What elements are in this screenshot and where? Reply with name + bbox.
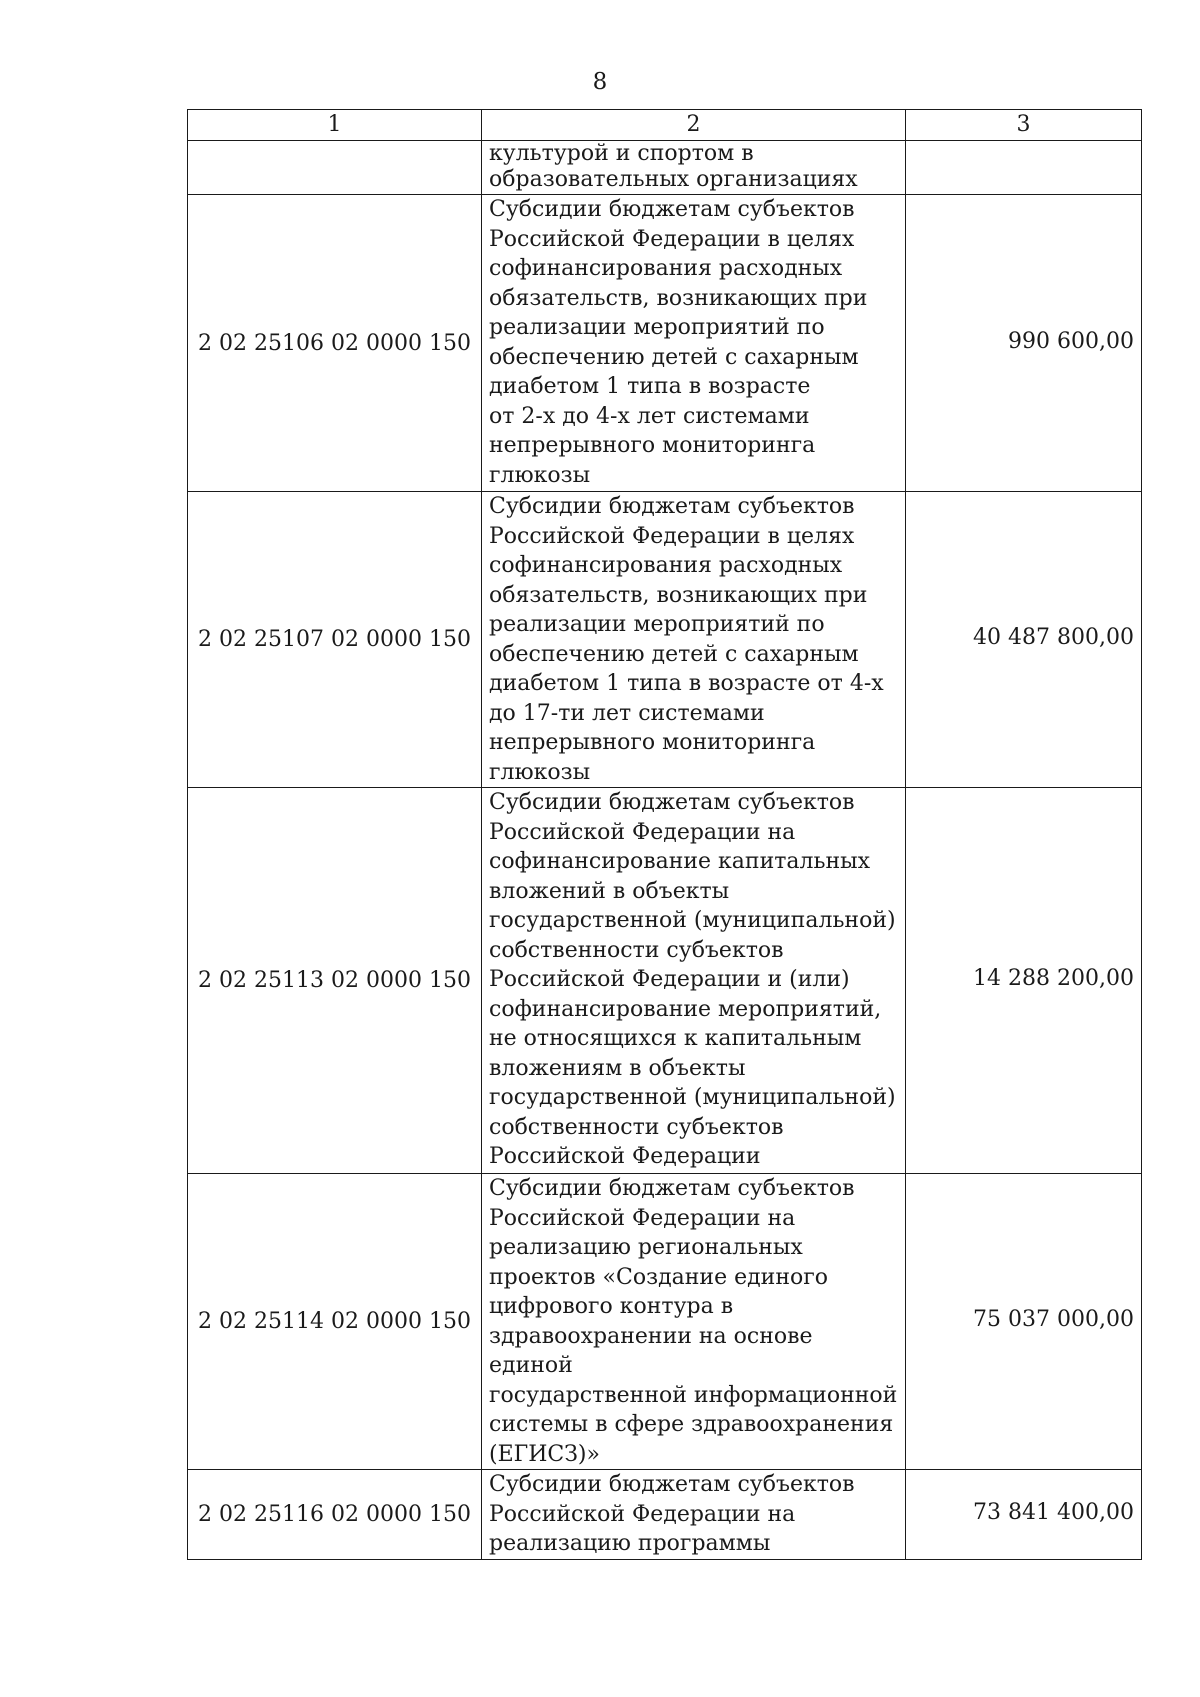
budget-code: 2 02 25116 02 0000 150 [188,1470,482,1560]
amount [906,141,1142,195]
revenue-name: Субсидии бюджетам субъектов Российской Федерации в целях софинансирования расходных обязательств, возникающих при реализации мероприятий по обеспечению детей с сахарным диабетом 1 типа в возрасте от 2-х до 4-х лет системами непрерывного мониторинга глюкозы [482,195,906,492]
column-header-1: 1 [188,110,482,141]
budget-code: 2 02 25106 02 0000 150 [188,195,482,492]
amount [906,1174,1142,1470]
revenue-name: культурой и спортом в образовательных организациях [482,141,906,195]
budget-code: 2 02 25113 02 0000 150 [188,788,482,1174]
table-row [188,195,1142,492]
budget-code: 2 02 25114 02 0000 150 [188,1174,482,1470]
budget-code: 2 02 25107 02 0000 150 [188,492,482,788]
revenue-name: Субсидии бюджетам субъектов Российской Федерации на софинансирование капитальных вложений в объекты государственной (муниципальной) собственности субъектов Российской Федерации и (или) софинансирование мероприятий, не относящихся к капитальным вложениям в объекты государственной (муниципальной) собственности субъектов Российской Федерации [482,788,906,1174]
amount [906,195,1142,492]
amount-value: 73 841 400,00 [973,1499,1134,1525]
table-header-row [188,110,1142,141]
budget-code [188,141,482,195]
amount [906,492,1142,788]
amount-value: 14 288 200,00 [973,966,1134,991]
table-row [188,1470,1142,1560]
amount-value: 40 487 800,00 [973,625,1134,650]
revenue-name: Субсидии бюджетам субъектов Российской Федерации в целях софинансирования расходных обязательств, возникающих при реализации мероприятий по обеспечению детей с сахарным диабетом 1 типа в возрасте от 4-х до 17-ти лет системами непрерывного мониторинга глюкозы [482,492,906,788]
page-number: 8 [592,69,608,95]
column-header-2: 2 [482,110,906,141]
budget-table [187,109,1142,1560]
table-row [188,141,1142,195]
revenue-name: Субсидии бюджетам субъектов Российской Федерации на реализацию региональных проектов «Создание единого цифрового контура в здравоохранении на основе единой государственной информационной системы в сфере здравоохранения (ЕГИСЗ)» [482,1174,906,1470]
table-row [188,788,1142,1174]
revenue-name: Субсидии бюджетам субъектов Российской Федерации на реализацию программы [482,1470,906,1560]
amount-value: 75 037 000,00 [973,1307,1134,1332]
amount [906,788,1142,1174]
amount [906,1470,1142,1560]
table-row [188,492,1142,788]
table-row [188,1174,1142,1470]
amount-value: 990 600,00 [1008,328,1134,354]
column-header-3: 3 [906,110,1142,141]
